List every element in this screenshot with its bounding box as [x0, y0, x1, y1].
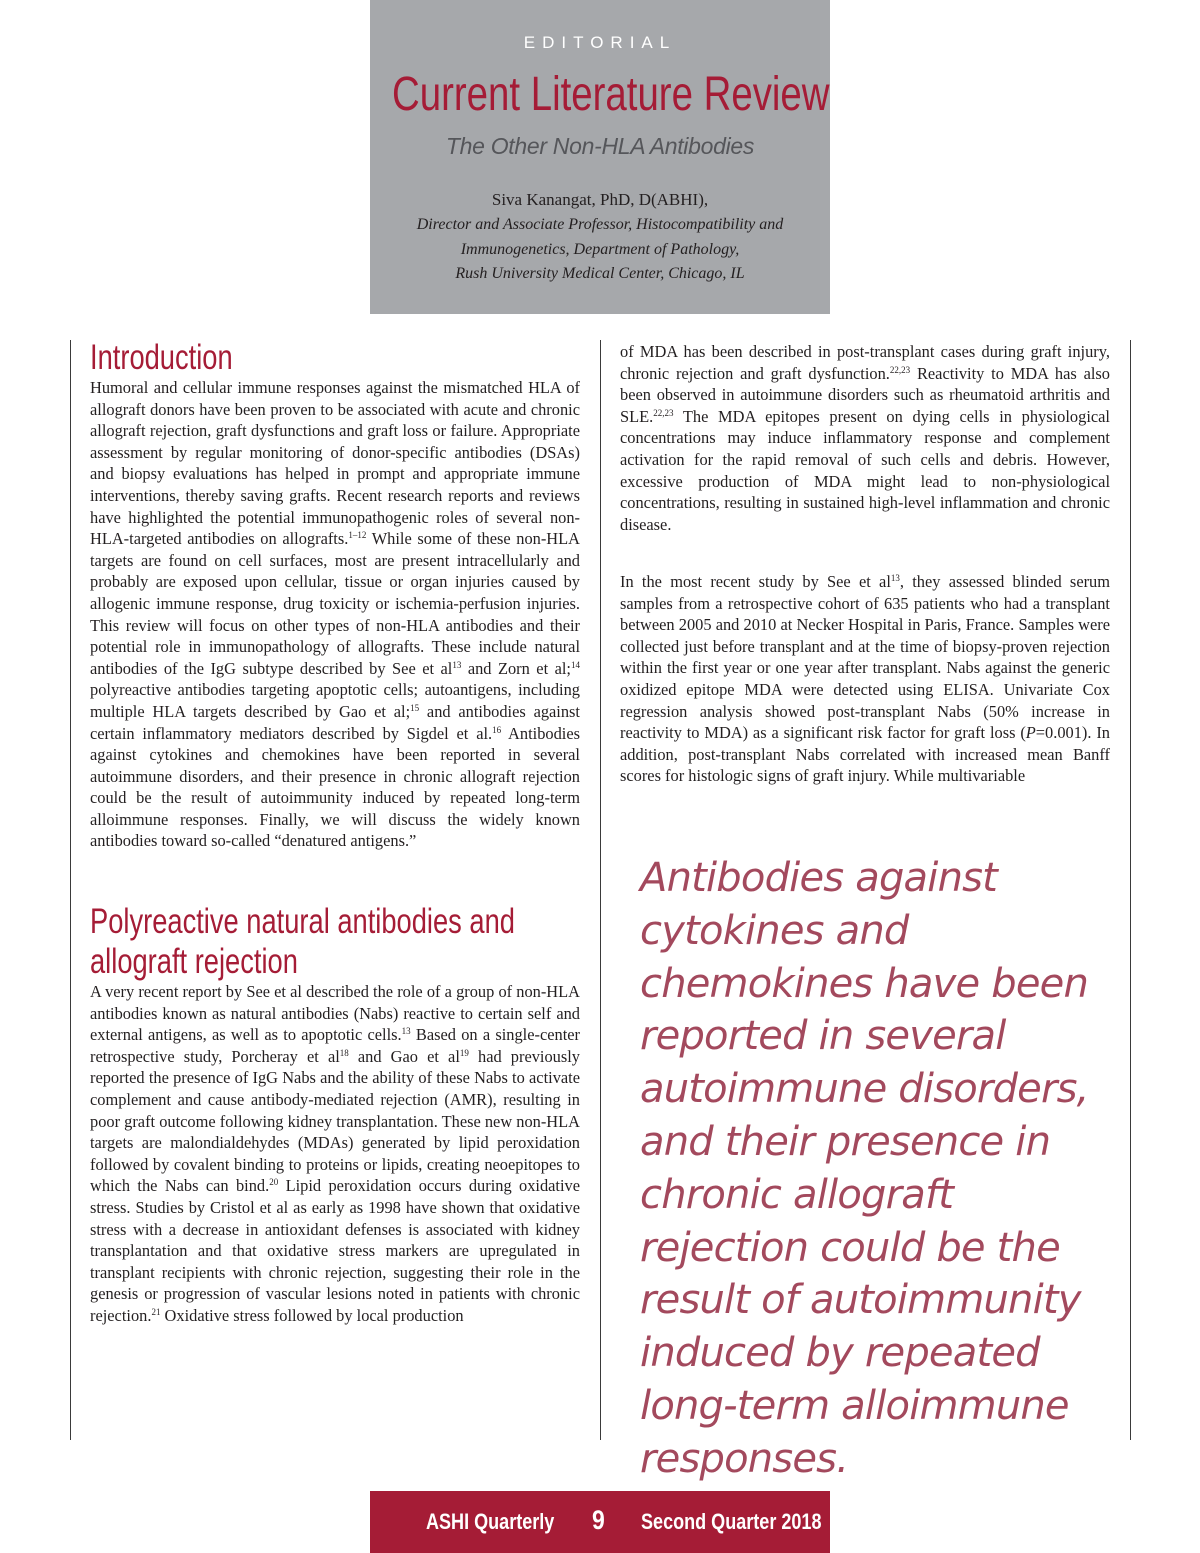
section-kicker: EDITORIAL [523, 33, 677, 52]
footer-journal-name: ASHI Quarterly [426, 1509, 555, 1534]
author-affiliation [370, 213, 830, 287]
author-name: Siva Kanangat, PhD, D(ABHI), [491, 190, 709, 209]
heading-line: Polyreactive natural antibodies and [90, 902, 515, 942]
right-column-study [620, 571, 1110, 787]
left-column [90, 338, 580, 1327]
introduction-paragraph: Humoral and cellular immune responses against the mismatched HLA of allograft donors have been proven to be associated with acute and chronic allograft rejection, graft dysfunctions and graft loss or failure. Appropriate assessment by regular monitoring of donor-specific antibodies (DSAs) and biopsy evaluations has helped in prompt and appropriate immune interventions, thereby saving grafts. Recent research reports and reviews have highlighted the potential immunopathogenic roles of several non-HLA-targeted antibodies on allografts.$^{1-12}$ While some of these non-HLA targets are found on cell surfaces, most are present intracellularly and probably are exposed upon cellular, tissue or organ injuries caused by allogenic immune response, drug toxicity or ischemia-perfusion injuries. This review will focus on other types of non-HLA antibodies and their potential role in immunopathology of allografts. These include natural antibodies of the IgG subtype described by See et $al^{13}$ and Zorn et al;$^{14}$ polyreactive antibodies targeting apoptotic cells; autoantigens, including multiple HLA targets described by Gao et al;$^{15}$ and antibodies against certain inflammatory mediators described by Sigdel et al.$^{16}$ Antibodies against cytokines and chemokines have been reported in several autoimmune disorders, and their presence in chronic allograft rejection could be the result of autoimmunity induced by repeated long-term alloimmune responses. Finally, we will discuss the widely known antibodies toward so-called “denatured antigens.” [90, 378, 580, 851]
introduction-heading: Introduction [90, 338, 233, 377]
recent-study-paragraph: In the most recent study by See et $al^{13}$, they assessed blinded serum samples from a retrospective cohort of 635 patients who had a transplant between 2005 and 2010 at Necker Hospital in Paris, France. Samples were collected just before transplant and at the time of biopsy-proven rejection within the first year or one year after transplant. Nabs against the generic oxidized epitope MDA were detected using ELISA. Univariate Cox regression analysis showed post-transplant Nabs (50% increase in reactivity to MDA) as a significant risk factor for graft loss (P=0.001). In addition, post-transplant Nabs correlated with increased mean Banff scores for histologic signs of graft injury. While multivariable [620, 572, 1110, 786]
affiliation-line: Immunogenetics, Department of Pathology, [460, 240, 740, 258]
affiliation-line: Director and Associate Professor, Histocompatibility and [416, 216, 784, 233]
pull-quote: Antibodies against cytokines and chemokines have been reported in several autoimmune disorders, and their presence in chronic allograft rejection could be the result of autoimmunity induced by repeated long-term alloimmune responses. [640, 855, 1089, 1482]
article-title: Current Literature Review [392, 68, 830, 121]
footer-issue: Second Quarter 2018 [641, 1509, 822, 1534]
column-rule-middle [600, 340, 601, 1440]
right-column-continuation [620, 341, 1110, 535]
heading-line: allograft rejection [90, 942, 298, 982]
column-rule-left [70, 340, 71, 1440]
continuation-paragraph: of MDA has been described in post-transplant cases during graft injury, chronic rejection and graft dysfunction.$^{22,23}$ Reactivity to MDA has also been observed in autoimmune disorders such as rheumatoid arthritis and SLE.$^{22,23}$ The MDA epitopes present on dying cells in physiological concentrations may induce inflammatory response and complement activation for the rapid removal of such cells and debris. However, excessive production of MDA might lead to non-physiological concentrations, resulting in sustained high-level inflammation and chronic disease. [620, 342, 1110, 534]
article-subtitle: The Other Non-HLA Antibodies [445, 133, 755, 159]
column-rule-right [1130, 340, 1131, 1440]
polyreactive-heading [90, 902, 578, 982]
polyreactive-paragraph: A very recent report by See et al described the role of a group of non-HLA antibodies known as natural antibodies (Nabs) reactive to certain self and external antigens, as well as to apoptotic cells.$^{13}$ Based on a single-center retrospective study, Porcheray et $al^{18}$ and Gao et $al^{19}$ had previously reported the presence of IgG Nabs and the ability of these Nabs to activate complement and cause antibody-mediated rejection (AMR), resulting in poor graft outcome following kidney transplantation. These new non-HLA targets are malondialdehydes (MDAs) generated by lipid peroxidation followed by covalent binding to proteins or lipids, creating neoepitopes to which the Nabs can bind.$^{20}$ Lipid peroxidation occurs during oxidative stress. Studies by Cristol et al as early as 1998 have shown that oxidative stress with a decrease in antioxidant defenses is associated with kidney transplantation and that oxidative stress markers are upregulated in transplant recipients with chronic rejection, suggesting their role in the genesis or progression of vascular lesions noted in patients with chronic rejection.$^{21}$ Oxidative stress followed by local production [90, 982, 581, 1325]
affiliation-line: Rush University Medical Center, Chicago, IL [455, 265, 745, 282]
footer-page-number: 9 [592, 1505, 605, 1535]
footer-bar [370, 1491, 830, 1553]
